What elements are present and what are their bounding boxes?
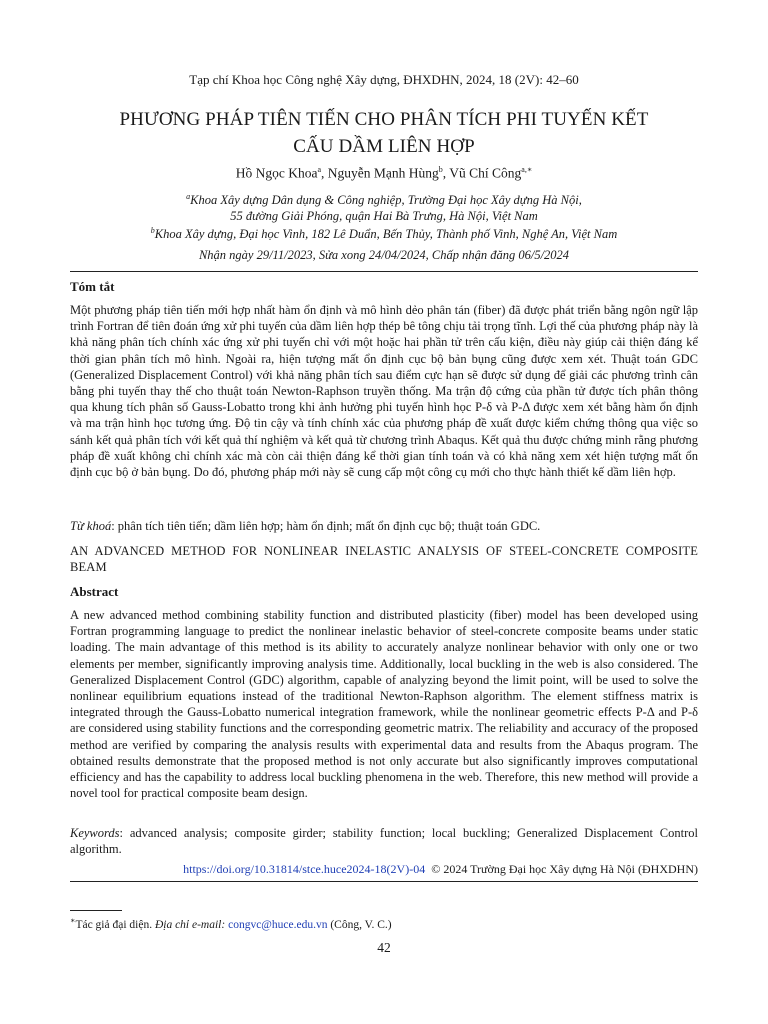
en-keywords xyxy=(70,825,698,857)
author-affiliation-mark: a xyxy=(317,165,321,174)
author-name: Vũ Chí Công xyxy=(449,165,522,181)
email-link[interactable]: congvc@huce.edu.vn xyxy=(228,918,328,931)
doi-link[interactable]: https://doi.org/10.31814/stce.huce2024-18(2V)-04 xyxy=(183,862,426,876)
submission-dates: Nhận ngày 29/11/2023, Sửa xong 24/04/2024, Chấp nhận đăng 06/5/2024 xyxy=(198,248,570,262)
affiliation-a-line-1: Khoa Xây dựng Dân dụng & Công nghiệp, Trường Đại học Xây dựng Hà Nội, xyxy=(190,193,582,208)
affiliation-a xyxy=(70,189,698,224)
en-abstract-body: A new advanced method combining stability function and distributed plasticity (fiber) model has been developed using Fortran programming language to predict the nonlinear inelastic behavior of steel-concrete composite beams under static loading. The main advantage of this method is its ability to accurately analyze nonlinear behavior with only one or two elements per member, significantly improving analysis time. Additionally, local buckling in the web is also considered. The Generalized Displacement Control (GDC) algorithm, capable of analyzing beyond the limit point, will be used to solve the nonlinear equilibrium equations instead of the traditional Newton-Raphson algorithm. The element stiffness matrix is integrated through the Gauss-Lobatto numerical integration framework, while the nonlinear geometric effects P-Δ and P-δ are considered using stability functions and the corresponding geometric matrix. The reliability and accuracy of the proposed method are verified by comparing the analysis results with experimental data and results from the Abaqus program. The obtained results demonstrate that the proposed method is not only accurate but also significantly improves computational efficiency and has the capability to address local buckling phenomena in the web. Therefore, this new method will provide a novel tool for practical composite beam design. xyxy=(70,608,698,801)
author-name: Hồ Ngọc Khoa xyxy=(235,165,318,181)
doi-line xyxy=(183,862,698,877)
affiliation-b xyxy=(70,223,698,242)
author-affiliation-mark: b xyxy=(438,165,443,174)
author-name: Nguyễn Mạnh Hùng xyxy=(327,165,439,181)
footnote-prefix: Tác giả đại diện. xyxy=(75,918,155,931)
affiliation-a-line-2: 55 đường Giải Phóng, quận Hai Bà Trưng, Hà Nội, Việt Nam xyxy=(230,209,538,224)
english-title: AN ADVANCED METHOD FOR NONLINEAR INELASTIC ANALYSIS OF STEEL-CONCRETE COMPOSITE BEAM xyxy=(70,544,698,575)
vn-keywords-text: : phân tích tiên tiến; dầm liên hợp; hàm ổn định; mất ổn định cục bộ; thuật toán GDC. xyxy=(111,519,541,533)
footnote-email-label: Địa chỉ e-mail: xyxy=(154,918,226,931)
en-abstract-heading: Abstract xyxy=(70,584,119,599)
journal-header: Tạp chí Khoa học Công nghệ Xây dựng, ĐHXDHN, 2024, 18 (2V): 42–60 xyxy=(189,72,579,87)
vn-abstract-body: Một phương pháp tiên tiến mới hợp nhất hàm ổn định và mô hình dẻo phân tán (fiber) đã được phát triển bằng ngôn ngữ lập trình Fortran để tiên đoán ứng xử phi tuyến của dầm liên hợp thép bê tông chịu tải trọng tĩnh. Lợi thế của phương pháp này là khả năng phân tích chính xác ứng xử phi tuyến chỉ với một hoặc hai phần tử trên cấu kiện, điều này giúp cải thiện đáng kể thời gian phân tích mô hình. Ngoài ra, hiện tượng mất ổn định cục bộ bản bụng cũng được xem xét. Thuật toán GDC (Generalized Displacement Control) với khả năng phân tích sau điểm cực hạn sẽ được sử dụng để giải các phương trình cân bằng phi tuyến thay thế cho thuật toán Newton-Raphson truyền thống. Ma trận độ cứng của phần tử được tích phân thông qua khung tích phân số Gauss-Lobatto trong khi ảnh hưởng phi tuyến hình học P-δ và P-Δ được xem xét bằng hàm ổn định và ma trận hình học tương ứng. Độ tin cậy và tính chính xác của phương pháp đề xuất được kiểm chứng thông qua việc so sánh kết quả phân tích với kết quả thí nghiệm và kết quả từ chương trình Abaqus. Kết quả thu được chứng minh rằng phương pháp đề xuất không chỉ chính xác mà còn cải thiện đáng kể thời gian tính toán và có khả năng xem xét hiện tượng mất ổn định cục bộ ở bản bụng. Do đó, phương pháp mới này sẽ cung cấp một công cụ mới cho thực hành thiết kế dầm liên hợp. xyxy=(70,303,698,480)
corresponding-author-footnote xyxy=(70,916,392,931)
section-divider xyxy=(70,881,698,882)
en-keywords-label: Keywords xyxy=(70,826,120,840)
footnote-divider xyxy=(70,910,122,911)
affiliation-b-line-1: Khoa Xây dựng, Đại học Vinh, 182 Lê Duẩn, Bến Thủy, Thành phố Vinh, Nghệ An, Việt Nam xyxy=(154,227,618,242)
section-divider xyxy=(70,271,698,272)
paper-title-line-1: PHƯƠNG PHÁP TIÊN TIẾN CHO PHÂN TÍCH PHI TUYẾN KẾT xyxy=(119,109,649,130)
footnote-suffix: (Công, V. C.) xyxy=(327,918,392,931)
copyright-text: © 2024 Trường Đại học Xây dựng Hà Nội (ĐHXDHN) xyxy=(431,862,698,876)
en-keywords-text: : advanced analysis; composite girder; stability function; local buckling; Generalized Displacement Control algorithm. xyxy=(70,826,698,857)
vn-abstract-heading: Tóm tắt xyxy=(70,279,115,294)
vn-keywords-label: Từ khoá xyxy=(70,519,112,533)
author-affiliation-mark: a,∗ xyxy=(521,165,533,174)
page-number: 42 xyxy=(377,940,391,955)
vn-keywords xyxy=(70,518,698,534)
author-list: Hồ Ngọc Khoa$^a$, Nguyễn Mạnh Hùng$^b$, Vũ Chí Công$^{a,∗}$ xyxy=(235,165,533,181)
paper-title-line-2: CẤU DẦM LIÊN HỢP xyxy=(293,136,475,157)
affiliation-mark: a xyxy=(186,192,191,201)
paper-title xyxy=(70,106,698,160)
affiliation-mark: b xyxy=(150,226,155,235)
footnote-mark: ∗ xyxy=(70,916,76,925)
